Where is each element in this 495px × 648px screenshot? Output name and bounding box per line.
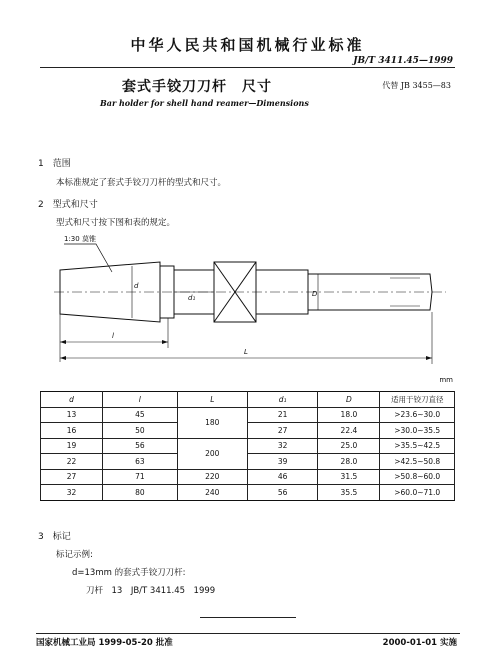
cell-d1: 32 <box>247 438 317 454</box>
cell-d1: 21 <box>247 407 317 423</box>
table-row <box>41 469 455 485</box>
col-header-D: D <box>318 392 380 408</box>
english-subtitle: Bar holder for shell hand reamer—Dimensions <box>100 98 309 108</box>
cell-L: 240 <box>177 485 247 501</box>
section2-text: 型式和尺寸按下图和表的规定。 <box>56 218 176 228</box>
col-header-l: l <box>103 392 178 408</box>
cell-range: >23.6~30.0 <box>380 407 455 423</box>
dim-label-d1: d₁ <box>188 294 196 302</box>
cell-d: 13 <box>41 407 103 423</box>
cell-l: 71 <box>103 469 178 485</box>
table-row <box>41 438 455 454</box>
dim-label-L: L <box>244 348 248 356</box>
cell-range: >60.0~71.0 <box>380 485 455 501</box>
col-header-L: L <box>177 392 247 408</box>
cell-range: >42.5~50.8 <box>380 454 455 470</box>
approval-date: 国家机械工业局 1999-05-20 批准 <box>36 638 173 648</box>
marking-example-label: 标记示例: <box>56 550 93 560</box>
cell-D: 31.5 <box>318 469 380 485</box>
cell-D: 18.0 <box>318 407 380 423</box>
cell-l: 56 <box>103 438 178 454</box>
table-row <box>41 423 455 439</box>
cell-range: >30.0~35.5 <box>380 423 455 439</box>
implementation-date: 2000-01-01 实施 <box>382 638 457 648</box>
footer-rule <box>36 633 460 634</box>
cell-D: 28.0 <box>318 454 380 470</box>
cell-D: 35.5 <box>318 485 380 501</box>
cell-range: >50.8~60.0 <box>380 469 455 485</box>
cell-d1: 46 <box>247 469 317 485</box>
document-title: 套式手铰刀刀杆 尺寸 <box>122 79 272 95</box>
dim-label-l: l <box>112 332 114 340</box>
cell-d: 22 <box>41 454 103 470</box>
cell-d: 27 <box>41 469 103 485</box>
standard-number: JB/T 3411.45—1999 <box>353 56 453 66</box>
cell-l: 45 <box>103 407 178 423</box>
cell-L: 200 <box>177 438 247 469</box>
org-title: 中华人民共和国机械行业标准 <box>130 36 365 54</box>
section1-heading: 1 范围 <box>38 159 71 169</box>
replaces-note: 代替 JB 3455—83 <box>382 81 451 90</box>
cell-d1: 56 <box>247 485 317 501</box>
col-header-d: d <box>41 392 103 408</box>
col-header-d1: d₁ <box>247 392 317 408</box>
cell-D: 25.0 <box>318 438 380 454</box>
cell-d1: 39 <box>247 454 317 470</box>
cell-d: 16 <box>41 423 103 439</box>
marking-example-mark: 刀杆 13 JB/T 3411.45 1999 <box>86 586 216 596</box>
footer-short-rule <box>200 617 296 618</box>
dim-label-D: D <box>312 290 318 298</box>
unit-label: mm <box>439 376 453 384</box>
taper-label: 1:30 莫锥 <box>64 235 96 243</box>
cell-l: 50 <box>103 423 178 439</box>
table-row <box>41 485 455 501</box>
section3-heading: 3 标记 <box>38 532 71 542</box>
cell-L: 180 <box>177 407 247 438</box>
col-header-range: 适用于铰刀直径 <box>380 392 455 408</box>
cell-l: 80 <box>103 485 178 501</box>
cell-l: 63 <box>103 454 178 470</box>
table-row <box>41 407 455 423</box>
cell-D: 22.4 <box>318 423 380 439</box>
section2-heading: 2 型式和尺寸 <box>38 200 98 210</box>
table-header-row <box>41 392 455 408</box>
marking-example-desc: d=13mm 的套式手铰刀刀杆: <box>72 568 186 578</box>
cell-d: 19 <box>41 438 103 454</box>
cell-L: 220 <box>177 469 247 485</box>
cell-range: >35.5~42.5 <box>380 438 455 454</box>
dimension-table <box>40 391 455 501</box>
section1-text: 本标准规定了套式手铰刀刀杆的型式和尺寸。 <box>56 178 227 188</box>
table-row <box>41 454 455 470</box>
dim-label-d: d <box>134 282 139 290</box>
cell-d1: 27 <box>247 423 317 439</box>
cell-d: 32 <box>41 485 103 501</box>
